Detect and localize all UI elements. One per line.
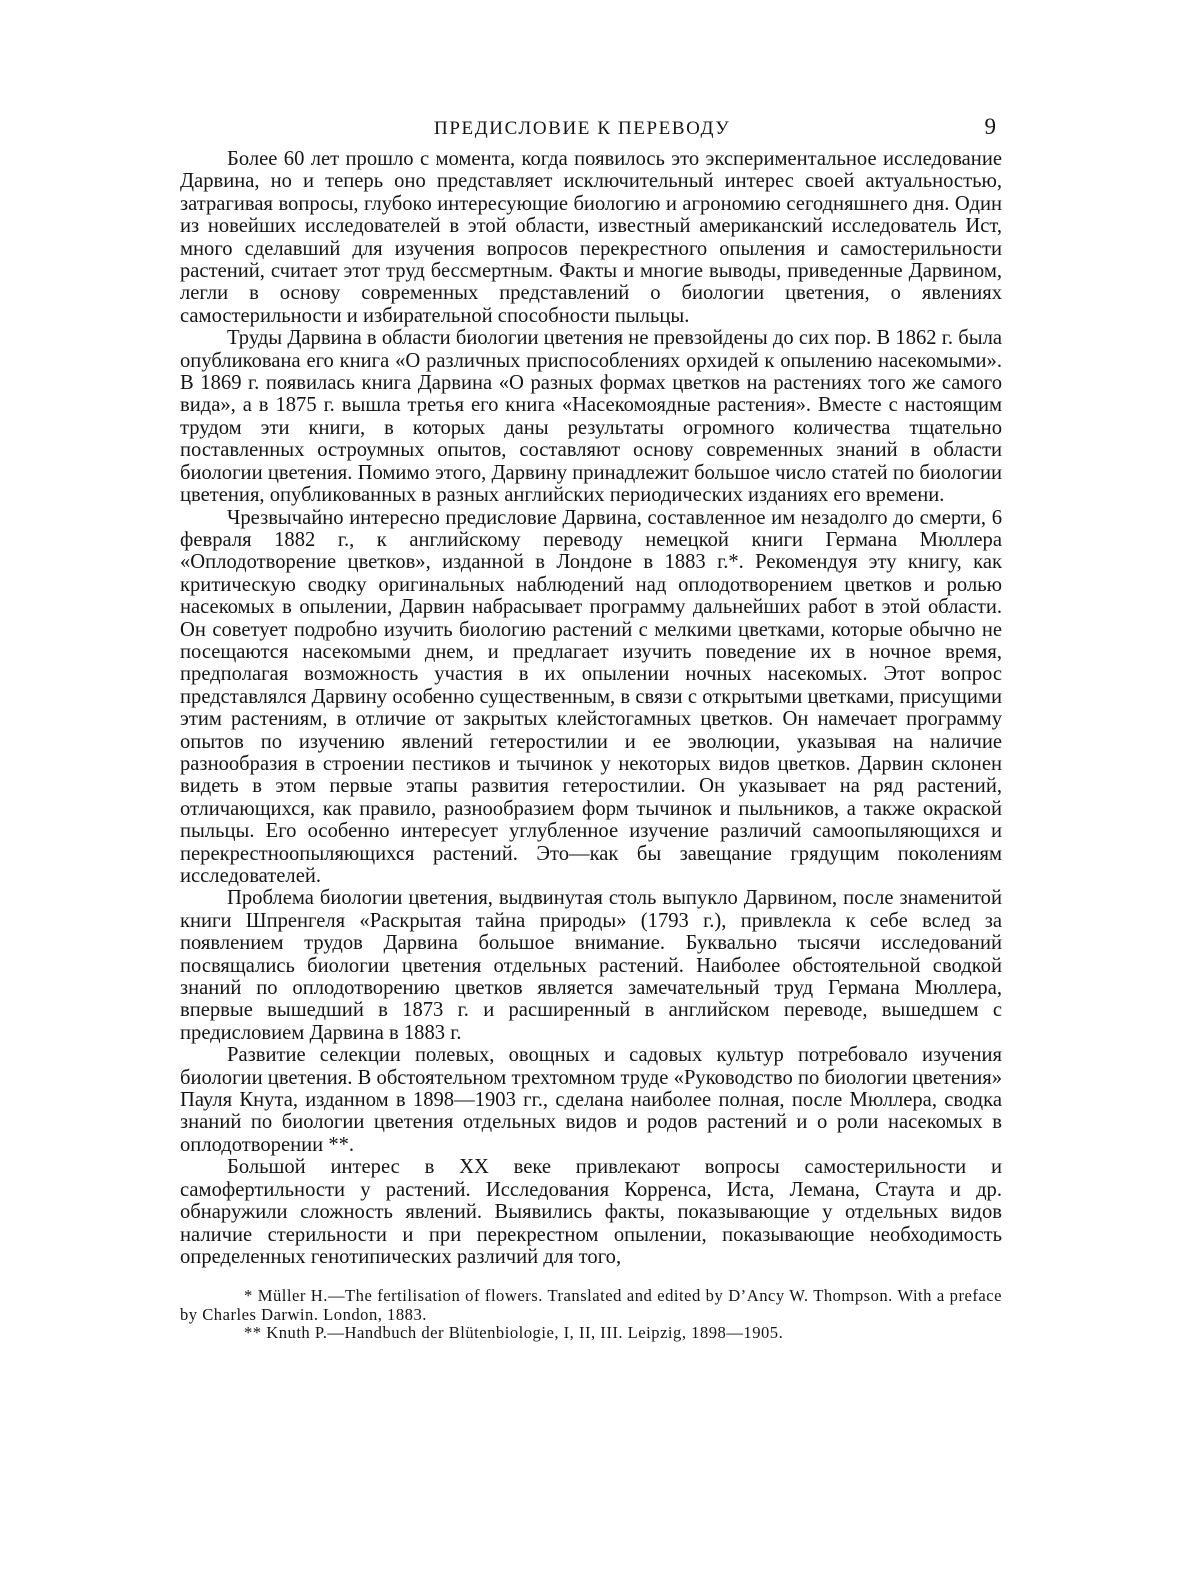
book-page [180,112,1002,1343]
running-head [180,112,1002,148]
running-title: ПРЕДИСЛОВИЕ К ПЕРЕВОДУ [434,118,731,139]
paragraph: Более 60 лет прошло с момента, когда появилось это экспериментальное исследование Дарвина, но и теперь оно представляет исключительный интерес своей актуальностью, затрагивая вопросы, глубоко интересующие биологию и агрономию сегодняшнего дня. Один из новейших исследователей в этой области, известный американский исследователь Ист, много сделавший для изучения вопросов перекрестного опыления и самостерильности растений, считает этот труд бессмертным. Факты и многие выводы, приведенные Дарвином, легли в основу современных представлений о биологии цветения, о явлениях самостерильности и избирательной способности пыльцы. [180,148,1002,327]
page-number: 9 [984,114,996,139]
footnotes [180,1287,1002,1343]
paragraph: Развитие селекции полевых, овощных и садовых культур потребовало изучения биологии цветения. В обстоятельном трехтомном труде «Руководство по биологии цветения» Пауля Кнута, изданном в 1898—1903 гг., сделана наиболее полная, после Мюллера, сводка знаний по биологии цветения отдельных видов и родов растений и о роли насекомых в оплодотворении **. [180,1044,1002,1156]
paragraph: Труды Дарвина в области биологии цветения не превзойдены до сих пор. В 1862 г. была опубликована его книга «О различных приспособлениях орхидей к опылению насекомыми». В 1869 г. появилась книга Дарвина «О разных формах цветков на растениях того же самого вида», а в 1875 г. вышла третья его книга «Насекомоядные растения». Вместе с настоящим трудом эти книги, в которых даны результаты огромного количества тщательно поставленных остроумных опытов, составляют основу современных знаний в области биологии цветения. Помимо этого, Дарвину принадлежит большое число статей по биологии цветения, опубликованных в разных английских периодических изданиях его времени. [180,327,1002,507]
body-text [180,148,1002,1268]
footnote: ** Knuth P.—Handbuch der Blütenbiologie, I, II, III. Leipzig, 1898—1905. [244,1323,784,1343]
paragraph: Проблема биологии цветения, выдвинутая столь выпукло Дарвином, после знаменитой книги Шпренгеля «Раскрытая тайна природы» (1793 г.), привлекла к себе вслед за появлением трудов Дарвина большое внимание. Буквально тысячи исследований посвящались биологии цветения отдельных растений. Наиболее обстоятельной сводкой знаний по оплодотворению цветков является замечательный труд Германа Мюллера, впервые вышедший в 1873 г. и расширенный в английском переводе, вышедшем с предисловием Дарвина в 1883 г. [180,887,1002,1044]
paragraph: Чрезвычайно интересно предисловие Дарвина, составленное им незадолго до смерти, 6 февраля 1882 г., к английскому переводу немецкой книги Германа Мюллера «Оплодотворение цветков», изданной в Лондоне в 1883 г.*. Рекомендуя эту книгу, как критическую сводку оригинальных наблюдений над оплодотворением цветков и ролью насекомых в опылении, Дарвин набрасывает программу дальнейших работ в этой области. Он советует подробно изучить биологию растений с мелкими цветками, которые обычно не посещаются насекомыми днем, и предлагает изучить поведение их в ночное время, предполагая возможность участия в их опылении ночных насекомых. Этот вопрос представлялся Дарвину особенно существенным, в связи с открытыми цветками, присущими этим растениям, в отличие от закрытых клейстогамных цветков. Он намечает программу опытов по изучению явлений гетеростилии и ее эволюции, указывая на наличие разнообразия в строении пестиков и тычинок у некоторых видов цветков. Дарвин склонен видеть в этом первые этапы развития гетеростилии. Он указывает на ряд растений, отличающихся, как правило, разнообразием форм тычинок и пыльников, а также окраской пыльцы. Его особенно интересует углубленное изучение различий самоопыляющихся и перекрестноопыляющихся растений. Это—как бы завещание грядущим поколениям исследователей. [180,506,1002,887]
footnote: * Müller H.—The fertilisation of flowers. Translated and edited by D’Ancy W. Thompson. With a preface by Charles Darwin. London, 1883. [180,1286,1002,1324]
paragraph: Большой интерес в XX веке привлекают вопросы самостерильности и самофертильности у растений. Исследования Корренса, Иста, Лемана, Стаута и др. обнаружили сложность явлений. Выявились факты, показывающие у отдельных видов наличие стерильности и при перекрестном опылении, показывающие необходимость определенных генотипических различий для того, [180,1156,1002,1268]
